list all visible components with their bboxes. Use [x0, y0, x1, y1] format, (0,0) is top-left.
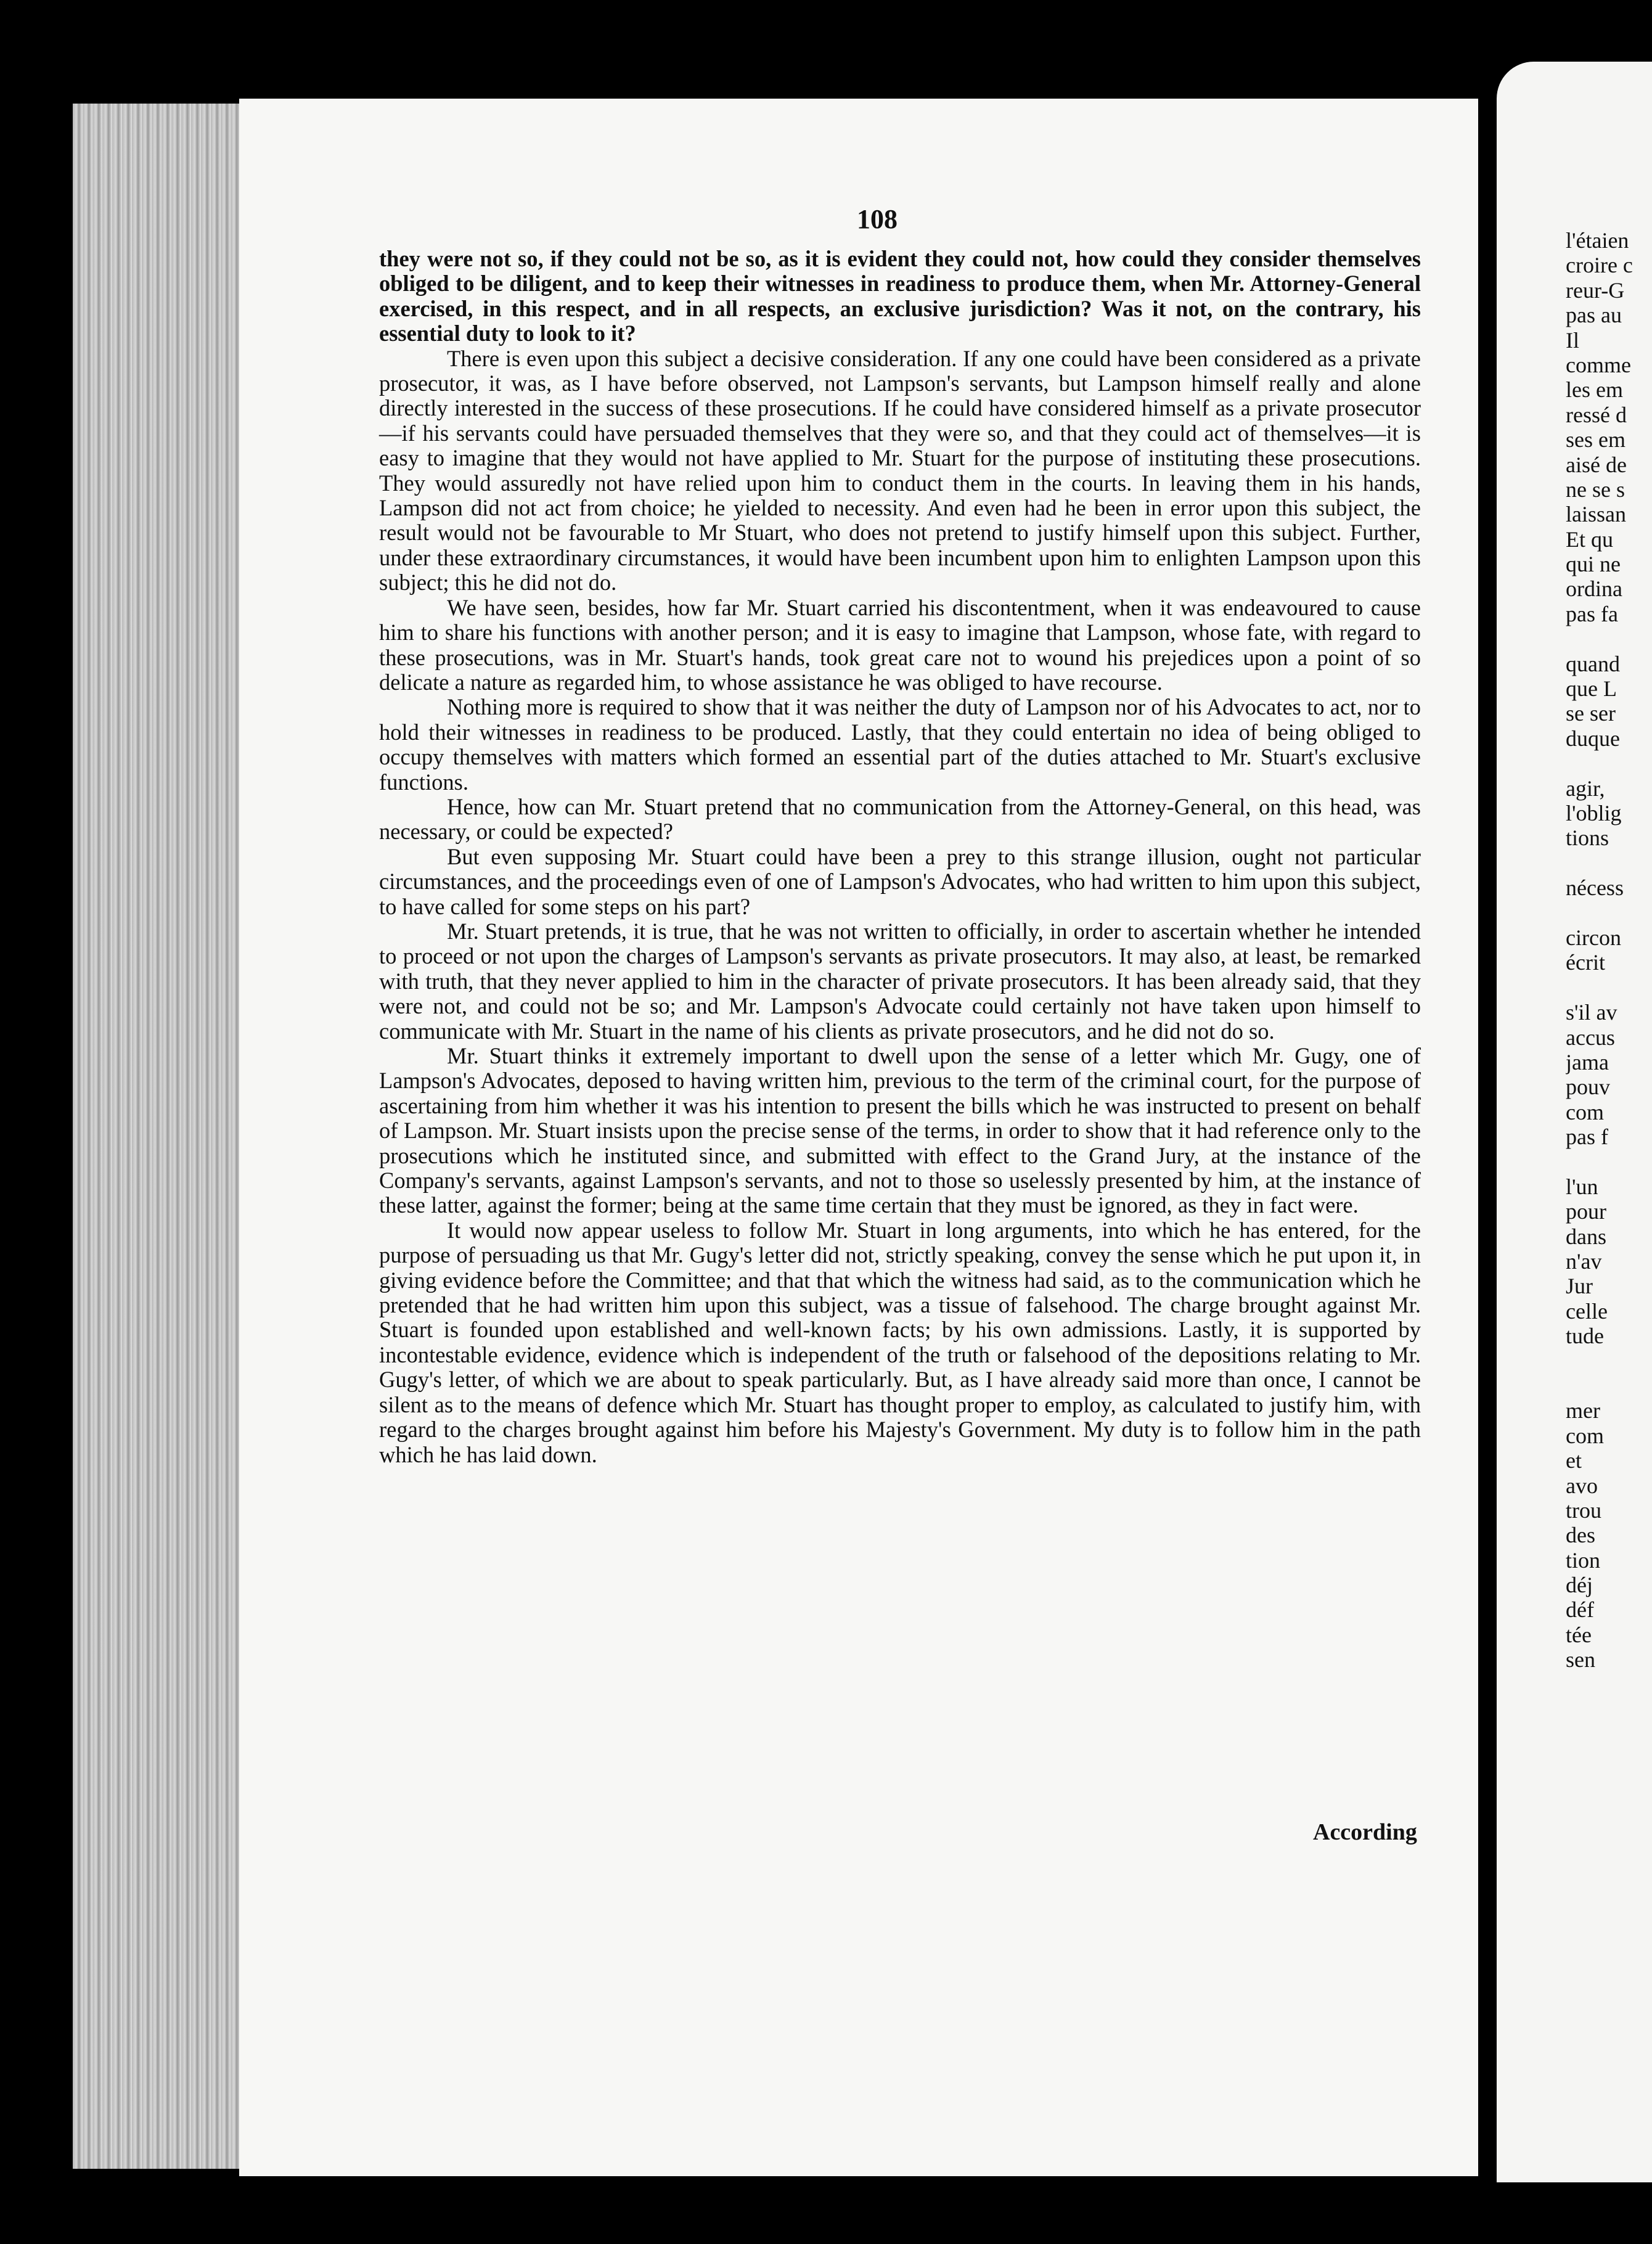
paragraph-9: It would now appear useless to follow Mr. Stuart in long arguments, into which he has entered, for the purpose of persuading us that Mr. Gugy's letter did not, strictly speaking, convey the sense which he put upon it, in giving evidence before the Committee; and that that which the witness had said, as to the communication which he pretended that he had written him upon this subject, was a tissue of falsehood. The charge brought against Mr. Stuart is founded upon established and well-known facts; by his own admissions. Lastly, it is supported by incontestable evidence, evidence which is independent of the truth or falsehood of the depositions relating to Mr. Gugy's letter, of which we are about to speak particularly. But, as I have already said more than once, I cannot be silent as to the means of defence which Mr. Stuart has thought proper to employ, as calculated to justify him, with regard to the charges brought against him before his Majesty's Government. My duty is to follow him in the path which he has laid down.: [379, 1217, 1421, 1467]
facing-line: déf: [1566, 1597, 1594, 1623]
facing-line: nécess: [1566, 875, 1624, 901]
facing-line: celle: [1566, 1298, 1608, 1324]
facing-line: tion: [1566, 1547, 1601, 1573]
facing-line: [1566, 851, 1652, 875]
facing-line: écrit: [1566, 950, 1605, 975]
facing-line: pour: [1566, 1199, 1606, 1224]
facing-line: agir,: [1566, 776, 1605, 801]
facing-line: jama: [1566, 1049, 1609, 1075]
facing-line: dans: [1566, 1224, 1606, 1249]
facing-line: les em: [1566, 377, 1623, 403]
facing-line: sen: [1566, 1647, 1595, 1673]
facing-line: Et qu: [1566, 526, 1613, 552]
paragraph-1: they were not so, if they could not be so, as it is evident they could not, how could they consider themselves obliged to be diligent, and to keep their witnesses in readiness to produce them, when Mr. Attorney-General exercised, in this respect, and in all respects, an exclusive jurisdiction? Was it not, on the contrary, his essential duty to look to it?: [379, 246, 1421, 346]
facing-line: com: [1566, 1423, 1604, 1448]
facing-line: comme: [1566, 352, 1631, 377]
facing-line: se ser: [1566, 701, 1616, 726]
facing-line: croire c: [1566, 253, 1633, 278]
paragraph-8: Mr. Stuart thinks it extremely important to dwell upon the sense of a letter which Mr. Gugy, one of Lampson's Advocates, deposed to having written him, previous to the term of the criminal court, for the purpose of ascertaining from him whether it was his intention to present the bills which he was instructed to present on behalf of Lampson. Mr. Stuart insists upon the precise sense of the terms, in order to show that it had reference only to the prosecutions which he instituted since, and submitted with effect to the Grand Jury, at the instance of the Company's servants, against Lampson's servants, and not to those so uselessly presented by him, at the instance of these latter, against the former; being at the same time certain that they must be ignored, as they in fact were.: [379, 1043, 1421, 1218]
facing-line: Jur: [1566, 1274, 1593, 1299]
facing-line: s'il av: [1566, 1000, 1617, 1025]
facing-line: trou: [1566, 1497, 1601, 1523]
page-body: [379, 247, 1421, 1467]
facing-line: [1566, 975, 1652, 1000]
facing-line: déj: [1566, 1573, 1593, 1598]
facing-line: avo: [1566, 1473, 1598, 1498]
facing-page-text: [1566, 228, 1652, 1673]
facing-line: [1566, 1149, 1652, 1174]
facing-line: pas f: [1566, 1124, 1608, 1150]
facing-line: l'un: [1566, 1174, 1598, 1199]
paragraph-3: We have seen, besides, how far Mr. Stuart carried his discontentment, when it was endeavoured to cause him to share his functions with another person; and it is easy to imagine that Lampson, whose fate, with regard to these prosecutions, was in Mr. Stuart's hands, took great care not to wound his prejedices upon a point of so delicate a nature as regarded him, to whose assistance he was obliged to have recourse.: [379, 594, 1421, 695]
facing-line: laissan: [1566, 502, 1626, 527]
paragraph-7: Mr. Stuart pretends, it is true, that he was not written to officially, in order to ascertain whether he intended to proceed or not upon the charges of Lampson's servants as private prosecutors. It may also, at least, be remarked with truth, that they never applied to him in the character of private prosecutors. It has been already said, that they were not, and could not be so; and Mr. Lampson's Advocate could certainly not have taken upon himself to communicate with Mr. Stuart in the name of his clients as private prosecutors, and he did not do so.: [379, 918, 1421, 1044]
paragraph-6: But even supposing Mr. Stuart could have been a prey to this strange illusion, ought not particular circumstances, and the proceedings even of one of Lampson's Advocates, who had written to him upon this subject, to have called for some steps on his part?: [379, 843, 1421, 919]
facing-line: que L: [1566, 676, 1617, 702]
facing-line: reur-G: [1566, 277, 1625, 303]
facing-line: des: [1566, 1523, 1595, 1548]
paragraph-4: Nothing more is required to show that it was neither the duty of Lampson nor of his Advocates to act, nor to hold their witnesses in readiness to be produced. Lastly, that they could entertain no idea of being obliged to occupy themselves with matters which formed an essential part of the duties attached to Mr. Stuart's exclusive functions.: [379, 694, 1421, 795]
facing-line: l'étaien: [1566, 228, 1629, 253]
facing-line: [1566, 901, 1652, 925]
facing-line: pouv: [1566, 1075, 1610, 1100]
facing-line: tée: [1566, 1622, 1592, 1647]
facing-line: tions: [1566, 825, 1609, 851]
facing-line: [1566, 751, 1652, 776]
facing-line: quand: [1566, 651, 1620, 676]
facing-line: pas au: [1566, 303, 1622, 328]
facing-line: [1566, 1349, 1652, 1374]
facing-line: ordina: [1566, 576, 1622, 602]
facing-line: ses em: [1566, 427, 1625, 452]
facing-line: ne se s: [1566, 477, 1625, 502]
facing-line: pas fa: [1566, 601, 1618, 626]
facing-line: l'oblig: [1566, 800, 1622, 825]
page-edge-stack: [73, 104, 239, 2169]
facing-line: qui ne: [1566, 552, 1621, 577]
facing-line: [1566, 1374, 1652, 1398]
facing-line: com: [1566, 1099, 1604, 1124]
facing-line: tude: [1566, 1324, 1604, 1349]
paragraph-2: There is even upon this subject a decisive consideration. If any one could have been considered as a private prosecutor, it was, as I have before observed, not Lampson's servants, but Lampson himself really and alone directly interested in the success of these prosecutions. If he could have considered himself as a private prosecutor—if his servants could have persuaded themselves that they were so, and that they could act of themselves—it is easy to imagine that they would not have applied to Mr. Stuart for the purpose of instituting these prosecutions. They would assuredly not have relied upon him to conduct them in the courts. In leaving them in his hands, Lampson did not act from choice; he yielded to necessity. And even had he been in error upon this subject, the result would not be favourable to Mr Stuart, who does not pretend to justify himself upon this subject. Further, under these extraordinary circumstances, it would have been incumbent upon him to enlighten Lampson upon this subject; this he did not do.: [379, 345, 1421, 596]
facing-line: ressé d: [1566, 402, 1627, 427]
facing-line: mer: [1566, 1398, 1600, 1423]
facing-line: accus: [1566, 1025, 1615, 1050]
facing-line: n'av: [1566, 1249, 1602, 1274]
facing-line: et: [1566, 1448, 1582, 1473]
page-number: 108: [857, 204, 898, 234]
facing-line: circon: [1566, 925, 1621, 950]
facing-line: duque: [1566, 726, 1620, 751]
catchword: According: [1313, 1819, 1417, 1845]
facing-line: aisé de: [1566, 452, 1627, 477]
facing-line: Il: [1566, 327, 1579, 353]
facing-line: [1566, 626, 1652, 651]
paragraph-5: Hence, how can Mr. Stuart pretend that no communication from the Attorney-General, on this head, was necessary, or could be expected?: [379, 793, 1421, 845]
